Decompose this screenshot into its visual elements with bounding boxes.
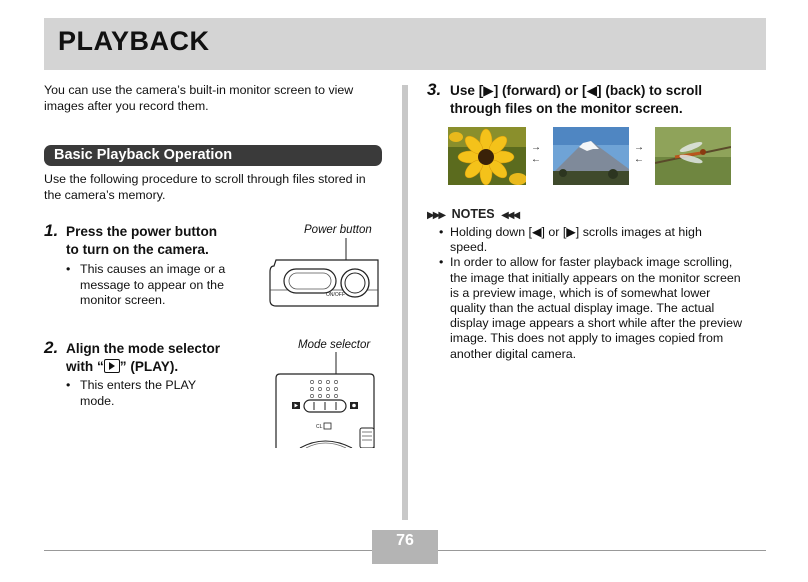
note-item <box>439 255 770 361</box>
forward-arrow-icon: → <box>634 142 644 153</box>
bullet-dot: • <box>439 225 444 239</box>
cl-label: CL <box>316 424 323 430</box>
step-title-line: Align the mode selector <box>66 341 221 356</box>
bullet-line: This enters the PLAY <box>80 378 197 392</box>
bullet-dot: • <box>66 262 71 276</box>
step-bullet <box>66 262 225 309</box>
notes-label: NOTES <box>451 207 495 221</box>
step-title-line: Use [▶] (forward) or [◀] (back) to scroll <box>450 83 703 98</box>
step-bullet <box>66 378 196 409</box>
notes-left-arrows-icon: ▶▶▶ <box>427 210 445 221</box>
scroll-arrows <box>531 142 541 166</box>
note-line: is a preview image, which is of somewhat lower <box>450 285 711 300</box>
bullet-dot: • <box>66 378 71 392</box>
notes-right-arrows-icon: ◀◀◀ <box>501 210 519 221</box>
note-line: Holding down [◀] or [▶] scrolls images at high <box>450 225 702 239</box>
step-title <box>66 223 217 259</box>
note-line: quality than the actual display image. The actual <box>450 301 715 316</box>
title-text-fragment: with “ <box>66 359 104 374</box>
intro-line: images after you record them. <box>44 99 209 113</box>
section-desc-line: Use the following procedure to scroll through files stored in <box>44 172 366 186</box>
note-line: another digital camera. <box>450 346 577 361</box>
side-grip <box>360 428 374 448</box>
power-button-illustration <box>268 238 383 313</box>
bullet-line: message to appear on the <box>80 277 224 292</box>
column-divider <box>402 85 408 520</box>
bullet-dot: • <box>439 255 444 270</box>
bullet-line: mode. <box>80 393 115 408</box>
note-line: the image that initially appears on the monitor screen <box>450 270 741 285</box>
forward-arrow-icon: → <box>531 142 541 153</box>
page-title: PLAYBACK <box>58 26 210 56</box>
back-arrow-icon: ← <box>634 154 644 165</box>
step-number: 1. <box>44 221 59 240</box>
notes-heading <box>427 207 518 221</box>
mode-selector-caption: Mode selector <box>298 339 371 351</box>
step-number: 2. <box>44 338 59 357</box>
bullet-line: This causes an image or a <box>80 262 226 276</box>
section-description <box>44 171 366 203</box>
play-icon <box>104 359 120 373</box>
step-number: 3. <box>427 80 442 99</box>
note-line: speed. <box>450 240 488 255</box>
note-line: In order to allow for faster playback image scrolling, <box>450 255 733 270</box>
mountain-photo <box>553 127 629 185</box>
mode-selector-illustration <box>272 352 382 448</box>
power-button-inner <box>345 273 365 293</box>
scroll-arrows <box>634 142 644 166</box>
section-title: Basic Playback Operation <box>54 147 233 163</box>
dragonfly-photo <box>655 127 731 185</box>
note-item <box>439 225 770 255</box>
power-button-caption: Power button <box>304 224 372 236</box>
note-line: display image appears a short while after the preview <box>450 316 743 331</box>
sunflower-photo <box>448 127 526 185</box>
step-title-line: through files on the monitor screen. <box>450 101 683 116</box>
back-arrow-icon: ← <box>531 154 541 165</box>
bullet-line: monitor screen. <box>80 293 166 307</box>
step-title <box>66 340 220 376</box>
page-number: 76 <box>396 532 414 549</box>
title-text-fragment: ” (PLAY). <box>119 359 179 374</box>
note-line: image. This does not apply to images copied from <box>450 331 724 346</box>
notes-list <box>439 225 770 362</box>
step-title-line <box>66 358 220 376</box>
step-title <box>450 82 702 118</box>
intro-text <box>44 82 353 114</box>
step-title-line: Press the power button <box>66 224 218 239</box>
intro-line: You can use the camera’s built-in monitor screen to view <box>44 83 354 97</box>
section-desc-line: the camera’s memory. <box>44 188 166 202</box>
step-title-line: to turn on the camera. <box>66 242 209 257</box>
onoff-label: ON/OFF <box>326 292 345 298</box>
